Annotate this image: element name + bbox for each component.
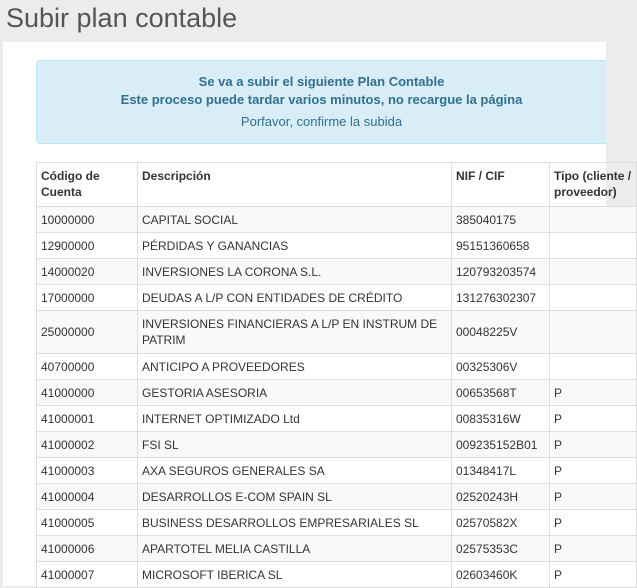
cell-codigo: 41000004 (37, 484, 138, 510)
cell-nif: 02575353C (452, 536, 550, 562)
info-alert (36, 60, 606, 144)
cell-codigo: 25000000 (37, 311, 138, 354)
cell-descripcion: INVERSIONES LA CORONA S.L. (138, 259, 452, 285)
cell-tipo (550, 259, 637, 285)
cell-nif: 00325306V (452, 354, 550, 380)
table-row (37, 562, 637, 588)
cell-descripcion: INVERSIONES FINANCIERAS A L/P EN INSTRUM DE PATRIM (138, 311, 452, 354)
table-header-row (37, 163, 637, 207)
cell-nif: 00653568T (452, 380, 550, 406)
alert-confirm-text: Porfavor, confirme la subida (240, 114, 403, 129)
cell-tipo: P (550, 458, 637, 484)
table-row (37, 432, 637, 458)
cell-descripcion: BUSINESS DESARROLLOS EMPRESARIALES SL (138, 510, 452, 536)
table-row (37, 484, 637, 510)
cell-codigo: 41000000 (37, 380, 138, 406)
cell-descripcion: PÉRDIDAS Y GANANCIAS (138, 233, 452, 259)
cell-descripcion: GESTORIA ASESORIA (138, 380, 452, 406)
cell-tipo: P (550, 484, 637, 510)
cell-codigo: 41000005 (37, 510, 138, 536)
cell-nif: 02570582X (452, 510, 550, 536)
cell-tipo (550, 285, 637, 311)
cell-codigo: 40700000 (37, 354, 138, 380)
cell-tipo (550, 354, 637, 380)
cell-nif: 95151360658 (452, 233, 550, 259)
cell-descripcion: MICROSOFT IBERICA SL (138, 562, 452, 588)
table-row (37, 233, 637, 259)
table-row (37, 354, 637, 380)
cell-descripcion: ANTICIPO A PROVEEDORES (138, 354, 452, 380)
table-row (37, 458, 637, 484)
cell-nif: 01348417L (452, 458, 550, 484)
cell-codigo: 41000003 (37, 458, 138, 484)
table-row (37, 406, 637, 432)
cell-codigo: 41000007 (37, 562, 138, 588)
cell-descripcion: AXA SEGUROS GENERALES SA (138, 458, 452, 484)
cell-codigo: 17000000 (37, 285, 138, 311)
cell-codigo: 41000001 (37, 406, 138, 432)
table-row (37, 285, 637, 311)
table-row (37, 536, 637, 562)
header-nif: NIF / CIF (452, 163, 550, 207)
cell-nif: 00048225V (452, 311, 550, 354)
content-panel (3, 42, 632, 586)
cell-codigo: 10000000 (37, 207, 138, 233)
cell-nif: 131276302307 (452, 285, 550, 311)
table-row (37, 259, 637, 285)
cell-tipo (550, 207, 637, 233)
cell-tipo: P (550, 510, 637, 536)
cell-codigo: 41000006 (37, 536, 138, 562)
table-row (37, 380, 637, 406)
cell-descripcion: DEUDAS A L/P CON ENTIDADES DE CRÉDITO (138, 285, 452, 311)
table-row (37, 510, 637, 536)
cell-nif: 02520243H (452, 484, 550, 510)
cell-codigo: 12900000 (37, 233, 138, 259)
cell-descripcion: DESARROLLOS E-COM SPAIN SL (138, 484, 452, 510)
cell-tipo (550, 311, 637, 354)
cell-descripcion: APARTOTEL MELIA CASTILLA (138, 536, 452, 562)
header-tipo: Tipo (cliente / proveedor) (550, 163, 637, 207)
alert-heading: Se va a subir el siguiente Plan Contable (198, 74, 445, 89)
cell-nif: 120793203574 (452, 259, 550, 285)
alert-warning: Este proceso puede tardar varios minutos, no recargue la página (120, 92, 523, 107)
cell-nif: 00835316W (452, 406, 550, 432)
cell-tipo: P (550, 380, 637, 406)
accounts-table (36, 162, 637, 588)
cell-descripcion: INTERNET OPTIMIZADO Ltd (138, 406, 452, 432)
cell-codigo: 14000020 (37, 259, 138, 285)
cell-nif: 385040175 (452, 207, 550, 233)
cell-descripcion: FSI SL (138, 432, 452, 458)
cell-tipo: P (550, 536, 637, 562)
cell-nif: 009235152B01 (452, 432, 550, 458)
header-codigo: Código de Cuenta (37, 163, 138, 207)
cell-nif: 02603460K (452, 562, 550, 588)
table-row (37, 207, 637, 233)
cell-tipo: P (550, 432, 637, 458)
cell-tipo: P (550, 406, 637, 432)
table-row (37, 311, 637, 354)
cell-descripcion: CAPITAL SOCIAL (138, 207, 452, 233)
cell-tipo (550, 233, 637, 259)
cell-tipo: P (550, 562, 637, 588)
page-title: Subir plan contable (6, 3, 238, 33)
header-descripcion: Descripción (138, 163, 452, 207)
cell-codigo: 41000002 (37, 432, 138, 458)
